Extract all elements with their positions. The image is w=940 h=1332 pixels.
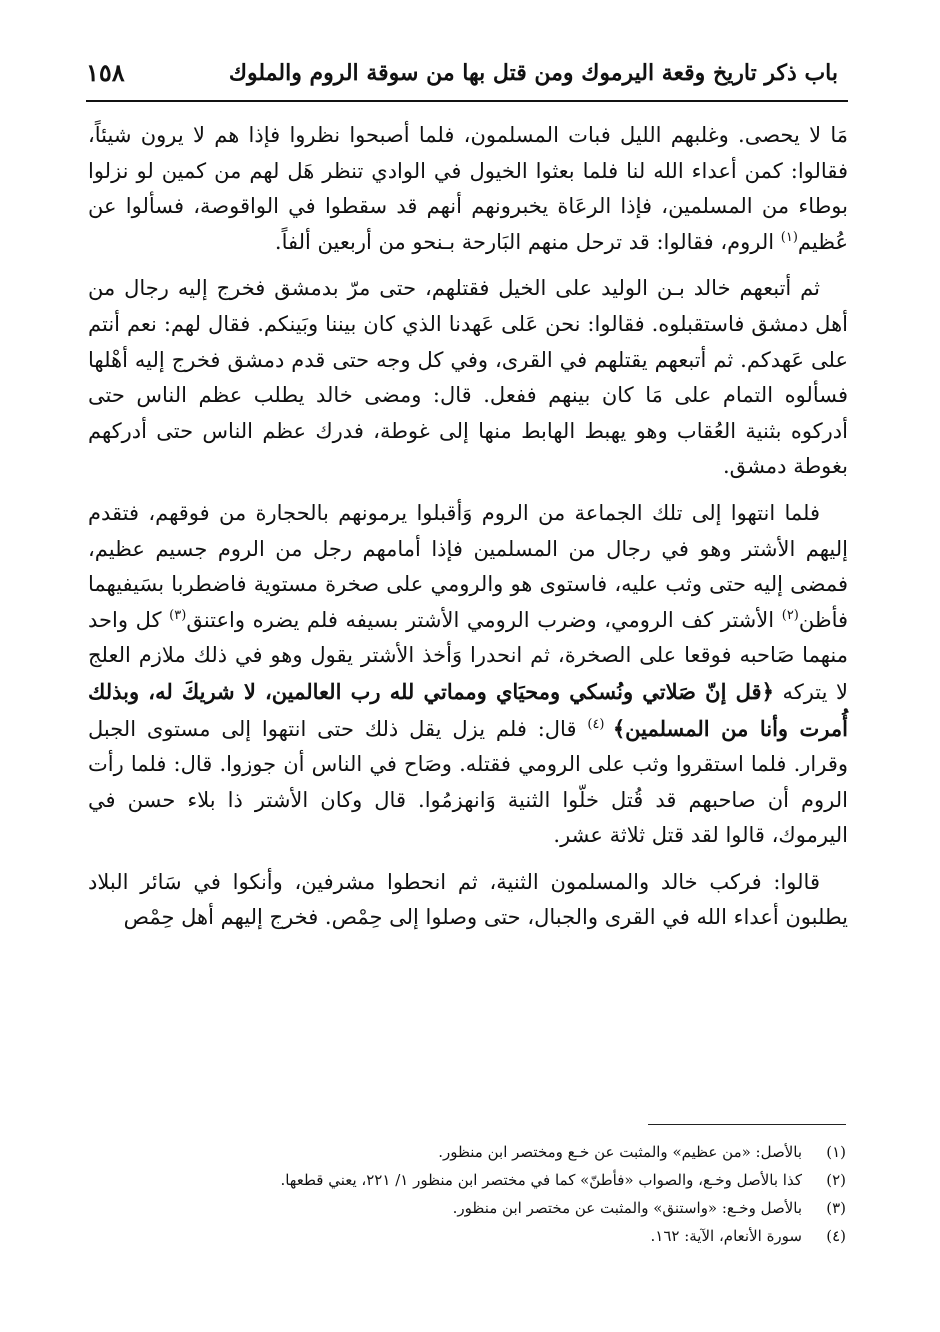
paragraph: [88, 271, 848, 485]
running-header: [86, 54, 846, 98]
footnote-text: كذا بالأصل وخـع، والصواب «فأطنّ» كما في مختصر ابن منظور ١/ ٢٢١، يعني قطعها.: [280, 1171, 802, 1189]
paragraph: [88, 865, 848, 936]
footnote-number: (٣): [826, 1199, 846, 1217]
footnote: [200, 1222, 846, 1250]
footnote-reference: (١): [780, 229, 798, 245]
footnote-reference: (٣): [169, 607, 187, 623]
footnote-text: بالأصل: «من عظيم» والمثبت عن خـع ومختصر ابن منظور.: [438, 1143, 802, 1161]
footnote: [200, 1166, 846, 1194]
footnote-number: (١): [826, 1143, 846, 1161]
footnote-number: (٤): [826, 1227, 846, 1245]
paragraph-text: الروم، فقالوا: قد ترحل منهم البَارحة بـنحو من أربعين ألفاً.: [274, 229, 781, 254]
paragraph: [88, 118, 848, 260]
footnote: [200, 1138, 846, 1166]
paragraph-text: قال: فلم يزل يقل ذلك حتى انتهوا إلى مستوى الجبل وقرار. فلما استقروا وثب على الرومي فقتله. وصَاح في الناس أن جوزوا. قال: فلما رأت الروم أن صاحبهم قد قُتل خلّوا الثنية وَانهزمُوا. قال وكان الأشتر ذا بلاء حسن في اليرموك، قالوا لقد قتل ثلاثة عشر.: [88, 716, 848, 848]
paragraph-text: كل واحد منهما صَاحبه فوقعا على الصخرة، ثم انحدرا وَأخذ الأشتر يقول وهو في ذلك ملازم العلج لا يتركه: [88, 607, 849, 704]
footnote-number: (٢): [826, 1171, 846, 1189]
footnote-text: سورة الأنعام، الآية: ١٦٢.: [650, 1227, 802, 1245]
paragraph-text: مَا لا يحصى. وغلبهم الليل فبات المسلمون، فلما أصبحوا نظروا فإذا هم لا يرون شيئاً، فقالوا: كمن أعداء الله لنا فلما بعثوا الخيول في الوادي تنظر هَل لهم من كمين لو نزلوا بوطاء من المسلمين، فإذا الرعَاة يخبرونهم أنهم قد سقطوا في الواقوصة، فسألوا عن عُظيم: [88, 123, 848, 254]
footnote-text: بالأصل وخـع: «واستنق» والمثبت عن مختصر ابن منظور.: [452, 1199, 802, 1217]
page-number: ١٥٨: [86, 58, 125, 87]
footnote-divider: [648, 1124, 846, 1125]
footnote-reference: (٢): [781, 607, 799, 623]
paragraph-text: قالوا: فركب خالد والمسلمون الثنية، ثم انحطوا مشرفين، وأنكوا في سَائر البلاد يطلبون أعداء الله في القرى والجبال، حتى وصلوا إلى حِمْص. فخرج إليهم أهل حِمْص: [88, 869, 848, 930]
main-text: [88, 118, 848, 947]
chapter-title: باب ذكر تاريخ وقعة اليرموك ومن قتل بها من سوقة الروم والملوك: [228, 60, 838, 86]
footnote: [200, 1194, 846, 1222]
paragraph-text: الأشتر كف الرومي، وضرب الرومي الأشتر بسيفه فلم يضره واعتنق: [186, 607, 782, 632]
quran-verse: ﴿قل إنّ صَلاتي ونُسكي ومحيَاي ومماتي لله رب العالمين، لا شريكَ له، وبذلك أُمرت وأنا من المسلمين﴾: [88, 678, 848, 741]
paragraph: [88, 496, 848, 854]
footnote-reference: (٤): [587, 716, 613, 732]
paragraph-text: فلما انتهوا إلى تلك الجماعة من الروم وَأقبلوا يرمونهم بالحجارة من فوقهم، فتقدم إليهم الأشتر وهو في رجال من المسلمين فإذا أمامهم رجل من الروم جسيم عظيم، فمضى إليه حتى وثب عليه، فاستوى هو والرومي على صخرة مستوية فاضطربا بسَيفيهما فأظن: [88, 500, 849, 632]
paragraph-text: ثم أتبعهم خالد بـن الوليد على الخيل فقتلهم، حتى مرّ بدمشق فخرج إليه رجال من أهل دمشق فاستقبلوه. فقالوا: نحن عَلى عَهدنا الذي كان بيننا وبَينكم. فقال لهم: نعم أنتم على عَهدكم. ثم أتبعهم يقتلهم في القرى، وفي كل وجه حتى قدم دمشق فخرج إليه أهْلها فسألوه التمام على مَا كان بينهم ففعل. قال: ومضى خالد يطلب عظم الناس حتى أدركوه بثنية العُقاب وهو يهبط الهابط منها إلى غوطة، فدرك عظم الناس حتى أدركهم بغوطة دمشق.: [88, 276, 848, 479]
header-divider: [86, 100, 848, 102]
footnotes: [200, 1138, 846, 1250]
